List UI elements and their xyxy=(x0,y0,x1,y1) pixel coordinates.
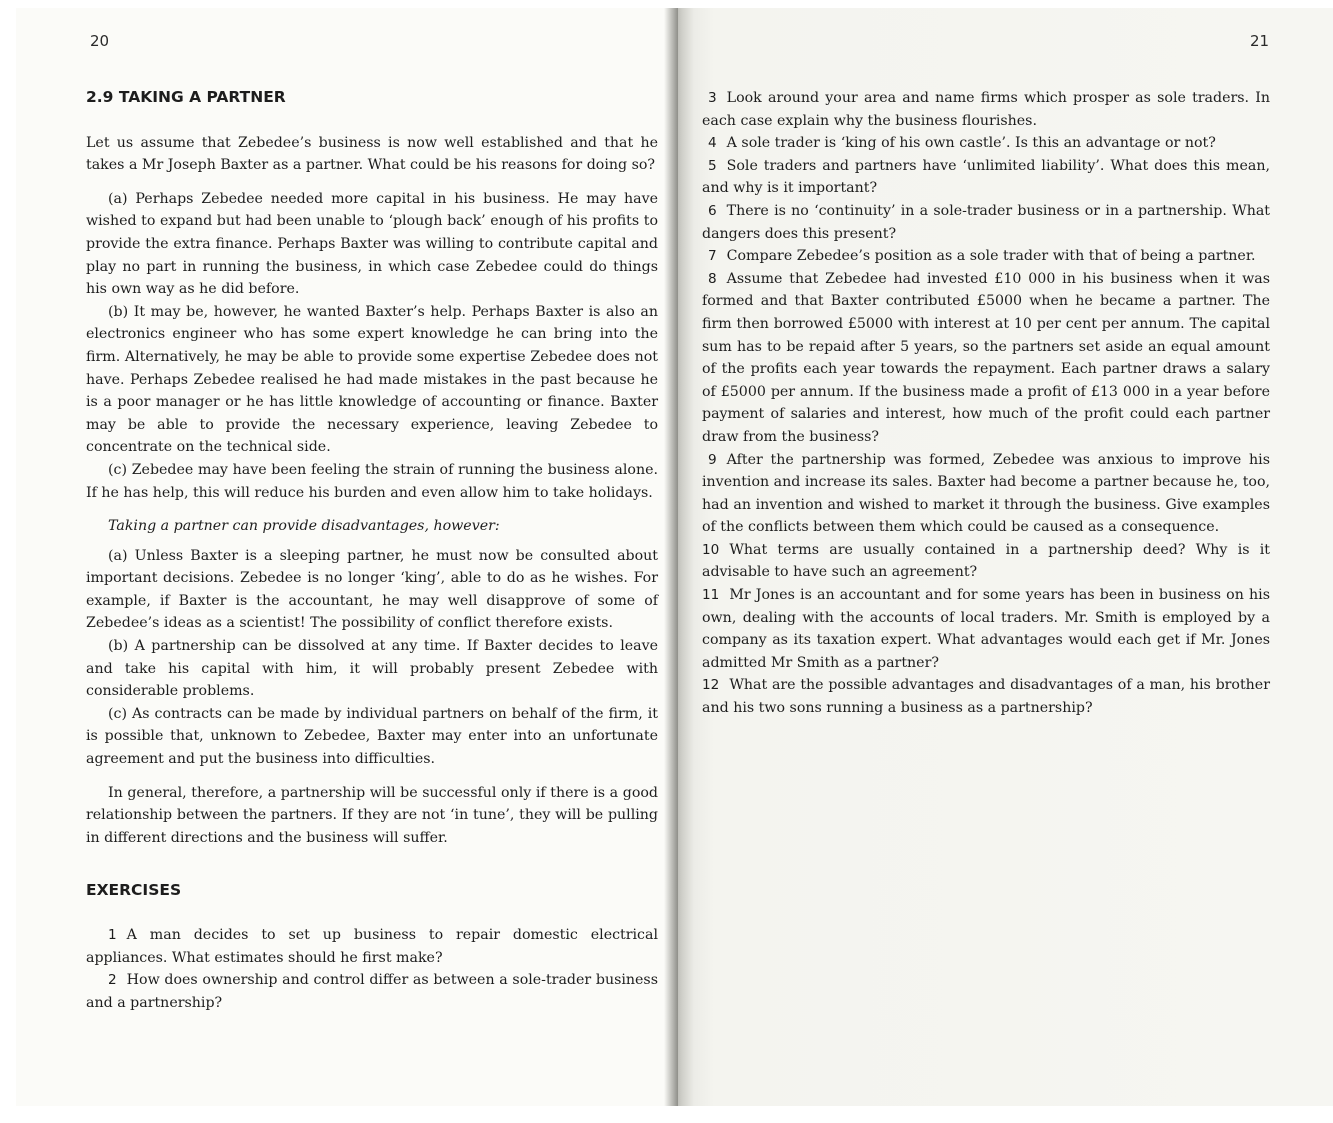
reason-c: (c) Zebedee may have been feeling the strain of running the business alone. If he has help, this will reduce his burden and even allow him to take holidays. xyxy=(86,461,658,501)
exercise-item xyxy=(702,674,1270,719)
exercise-item xyxy=(702,584,1270,674)
disadvantages-intro: Taking a partner can provide disadvantages, however: xyxy=(108,518,500,535)
exercise-text: Mr Jones is an accountant and for some years has been in business on his own, dealing with the accounts of local traders. Mr. Smith is employed by a company as its taxation expert. What advantages would each get if Mr. Jones admitted Mr Smith as a partner? xyxy=(702,587,1270,671)
exercise-number: 9 xyxy=(708,451,717,468)
book-gutter xyxy=(664,8,678,1106)
exercise-text: There is no ‘continuity’ in a sole-trader business or in a partnership. What dangers does this present? xyxy=(702,202,1270,242)
exercise-number: 11 xyxy=(702,587,720,604)
exercise-number: 10 xyxy=(702,541,720,558)
exercise-number: 3 xyxy=(708,90,717,106)
exercise-item xyxy=(702,87,1270,132)
exercise-number: 8 xyxy=(708,270,717,287)
exercise-item xyxy=(702,268,1270,449)
exercise-item xyxy=(702,245,1270,268)
exercise-number: 2 xyxy=(108,972,117,989)
exercise-text: Look around your area and name firms which prosper as sole traders. In each case explain why the business flourishes. xyxy=(702,90,1270,129)
exercise-number: 1 xyxy=(108,927,117,943)
exercise-text: Assume that Zebedee had invested £10 000 in his business when it was formed and that Baxter contributed £5000 when he became a partner. The firm then borrowed £5000 with interest at 10 per cent per annum. The capital sum has to be repaid after 5 years, so the partners set aside an equal amount of the profits each year towards the repayment. Each partner draws a salary of £5000 per annum. If the business made a profit of £13 000 in a year before payment of salaries and interest, how much of the profit could each partner draw from the business? xyxy=(702,270,1270,445)
exercise-number: 4 xyxy=(708,135,717,152)
exercise-item xyxy=(702,449,1270,539)
section-heading: 2.9 TAKING A PARTNER xyxy=(86,88,286,106)
conclusion-paragraph: In general, therefore, a partnership will be successful only if there is a good relationship between the partners. If they are not ‘in tune’, they will be pulling in different directions and the business will suffer. xyxy=(86,784,658,846)
exercise-number: 12 xyxy=(702,677,720,694)
exercise-item xyxy=(702,155,1270,200)
exercise-text: Compare Zebedee’s position as a sole trader with that of being a partner. xyxy=(726,248,1256,265)
exercise-text: After the partnership was formed, Zebedee was anxious to improve his invention and increase its sales. Baxter had become a partner because he, too, had an invention and wished to market it through the business. Give examples of the conflicts between them which could be caused as a consequence. xyxy=(702,451,1270,536)
right-page-text xyxy=(702,87,1270,720)
exercise-text: How does ownership and control differ as between a sole-trader business and a partnership? xyxy=(86,972,658,1011)
reason-a: (a) Perhaps Zebedee needed more capital in his business. He may have wished to expand but had been unable to ‘plough back’ enough of his profits to provide the extra finance. Perhaps Baxter was willing to contribute capital and play no part in running the business, in which case Zebedee could do things his own way as he did before. xyxy=(86,190,658,298)
exercise-item xyxy=(702,132,1270,155)
disadvantage-a: (a) Unless Baxter is a sleeping partner, he must now be consulted about important decisions. Zebedee is no longer ‘king’, able to do as he wishes. For example, if Baxter is the accountant, he may well disapprove of some of Zebedee’s ideas as a scientist! The possibility of conflict therefore exists. xyxy=(86,547,658,632)
exercise-text: What are the possible advantages and disadvantages of a man, his brother and his two sons running a business as a partnership? xyxy=(702,677,1270,717)
intro-paragraph: Let us assume that Zebedee’s business is now well established and that he takes a Mr Joseph Baxter as a partner. What could be his reasons for doing so? xyxy=(86,134,658,174)
exercise-item xyxy=(702,200,1270,245)
exercise-text: What terms are usually contained in a partnership deed? Why is it advisable to have such an agreement? xyxy=(702,541,1270,581)
page-number-left: 20 xyxy=(90,32,110,50)
page-number-right: 21 xyxy=(1250,32,1270,50)
exercise-number: 5 xyxy=(708,157,717,174)
exercise-number: 6 xyxy=(708,202,717,219)
exercise-item xyxy=(702,539,1270,584)
exercise-item xyxy=(86,969,658,1014)
exercise-text: Sole traders and partners have ‘unlimited liability’. What does this mean, and why is it important? xyxy=(702,157,1270,197)
exercises-heading: EXERCISES xyxy=(86,881,182,900)
disadvantage-b: (b) A partnership can be dissolved at any time. If Baxter decides to leave and take his capital with him, it will probably present Zebedee with considerable problems. xyxy=(86,638,658,700)
exercise-number: 7 xyxy=(708,248,717,265)
reason-b: (b) It may be, however, he wanted Baxter’s help. Perhaps Baxter is also an electronics engineer who has some expert knowledge he can bring into the firm. Alternatively, he may be able to provide some expertise Zebedee does not have. Perhaps Zebedee realised he had made mistakes in the past because he is a poor manager or he has little knowledge of accounting or finance. Baxter may be able to provide the necessary experience, leaving Zebedee to concentrate on the technical side. xyxy=(86,303,658,456)
exercise-text: A man decides to set up business to repair domestic electrical appliances. What estimates should he first make? xyxy=(86,927,658,966)
disadvantage-c: (c) As contracts can be made by individual partners on behalf of the firm, it is possible that, unknown to Zebedee, Baxter may enter into an unfortunate agreement and put the business into difficulties. xyxy=(86,705,658,768)
exercise-item xyxy=(86,924,658,969)
left-page-text xyxy=(86,86,658,1014)
exercise-text: A sole trader is ‘king of his own castle’. Is this an advantage or not? xyxy=(726,135,1216,152)
